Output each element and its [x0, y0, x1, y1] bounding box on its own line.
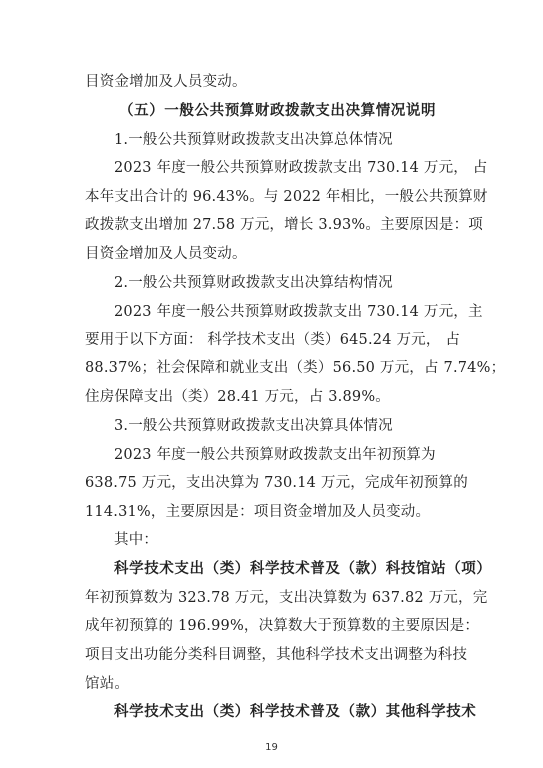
- section-heading: （五）一般公共预算财政拨款支出决算情况说明: [119, 103, 437, 119]
- subheading: 1.一般公共预算财政拨款支出决算总体情况: [114, 132, 393, 148]
- body-line: 2023 年度一般公共预算财政拨款支出年初预算为: [114, 447, 436, 463]
- item-heading: 科学技术支出（类）科学技术普及（款）其他科学技术: [114, 704, 477, 720]
- body-line: 114.31%，主要原因是：项目资金增加及人员变动。: [85, 504, 431, 520]
- body-line: 本年支出合计的 96.43%。与 2022 年相比，一般公共预算财: [85, 189, 488, 205]
- body-line: 年初预算数为 323.78 万元，支出决算数为 637.82 万元，完: [85, 590, 488, 606]
- body-line: 2023 年度一般公共预算财政拨款支出 730.14 万元，主: [114, 304, 483, 320]
- body-line: 其中：: [114, 532, 159, 548]
- body-line: 成年初预算的 196.99%，决算数大于预算数的主要原因是：: [85, 618, 480, 634]
- body-line: 88.37%；社会保障和就业支出（类）56.50 万元，占 7.74%；: [85, 360, 506, 376]
- body-line: 638.75 万元，支出决算为 730.14 万元，完成年初预算的: [85, 475, 468, 491]
- body-line: 2023 年度一般公共预算财政拨款支出 730.14 万元， 占: [114, 160, 488, 176]
- body-line: 目资金增加及人员变动。: [85, 246, 247, 262]
- body-line: 要用于以下方面： 科学技术支出（类）645.24 万元， 占: [85, 332, 461, 348]
- subheading: 3.一般公共预算财政拨款支出决算具体情况: [114, 418, 393, 434]
- body-line: 馆站。: [85, 676, 130, 692]
- subheading: 2.一般公共预算财政拨款支出决算结构情况: [114, 275, 393, 291]
- page-number: 19: [265, 742, 278, 753]
- body-line: 住房保障支出（类）28.41 万元，占 3.89%。: [85, 389, 390, 405]
- body-line: 政拨款支出增加 27.58 万元，增长 3.93%。主要原因是：项: [85, 217, 483, 233]
- item-heading: 科学技术支出（类）科学技术普及（款）科技馆站（项）: [114, 561, 492, 577]
- body-line: 目资金增加及人员变动。: [85, 74, 247, 90]
- body-line: 项目支出功能分类科目调整，其他科学技术支出调整为科技: [85, 647, 468, 663]
